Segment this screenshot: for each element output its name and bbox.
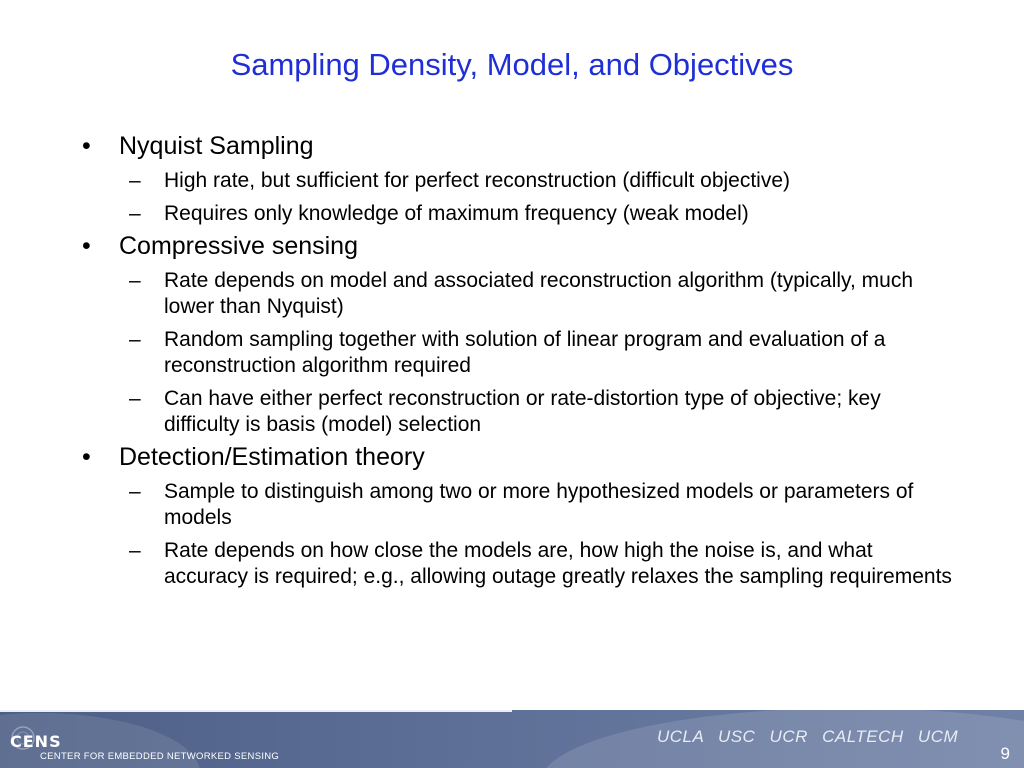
sub-bullet-text: Rate depends on model and associated reconstruction algorithm (typically, much lower than Nyquist) [164, 269, 914, 318]
slide-footer [0, 710, 1024, 768]
dash-marker: – [129, 169, 141, 192]
sub-bullet-text: High rate, but sufficient for perfect reconstruction (difficult objective) [164, 169, 791, 192]
sub-bullet [82, 327, 952, 379]
sub-bullet [82, 201, 952, 227]
dash-marker: – [129, 480, 141, 503]
dash-marker: – [129, 328, 141, 351]
bullet-marker: • [82, 443, 91, 471]
sub-bullet-text: Can have either perfect reconstruction or rate-distortion type of objective; key difficulty is basis (model) selection [164, 387, 881, 436]
bullet-compressive-sensing [82, 231, 952, 261]
sub-bullet-text: Random sampling together with solution of linear program and evaluation of a reconstruction algorithm required [164, 328, 886, 377]
sub-bullet [82, 168, 952, 194]
dash-marker: – [129, 202, 141, 225]
sub-bullet [82, 386, 952, 438]
bullet-text: Compressive sensing [119, 232, 358, 260]
sub-bullet [82, 268, 952, 320]
dash-marker: – [129, 539, 141, 562]
bullet-nyquist [82, 131, 952, 161]
sub-bullet-text: Sample to distinguish among two or more hypothesized models or parameters of models [164, 480, 914, 529]
sub-bullet [82, 538, 952, 590]
slide-title: Sampling Density, Model, and Objectives [230, 47, 794, 82]
bullet-detection-estimation [82, 442, 952, 472]
sub-bullet [82, 479, 952, 531]
bullet-text: Detection/Estimation theory [119, 443, 425, 471]
dash-marker: – [129, 269, 141, 292]
footer-divider [0, 710, 512, 712]
logo-text: CENS [10, 732, 62, 751]
bullet-marker: • [82, 132, 91, 160]
org-name: CENTER FOR EMBEDDED NETWORKED SENSING [40, 751, 280, 762]
dash-marker: – [129, 387, 141, 410]
sub-bullet-text: Requires only knowledge of maximum frequency (weak model) [164, 202, 749, 225]
bullet-text: Nyquist Sampling [119, 132, 314, 160]
slide-body [82, 127, 952, 590]
bullet-marker: • [82, 232, 91, 260]
page-number: 9 [1000, 744, 1010, 763]
university-list: UCLA USC UCR CALTECH UCM [657, 727, 959, 746]
sub-bullet-text: Rate depends on how close the models are, how high the noise is, and what accuracy is required; e.g., allowing outage greatly relaxes the sampling requirements [164, 539, 952, 588]
